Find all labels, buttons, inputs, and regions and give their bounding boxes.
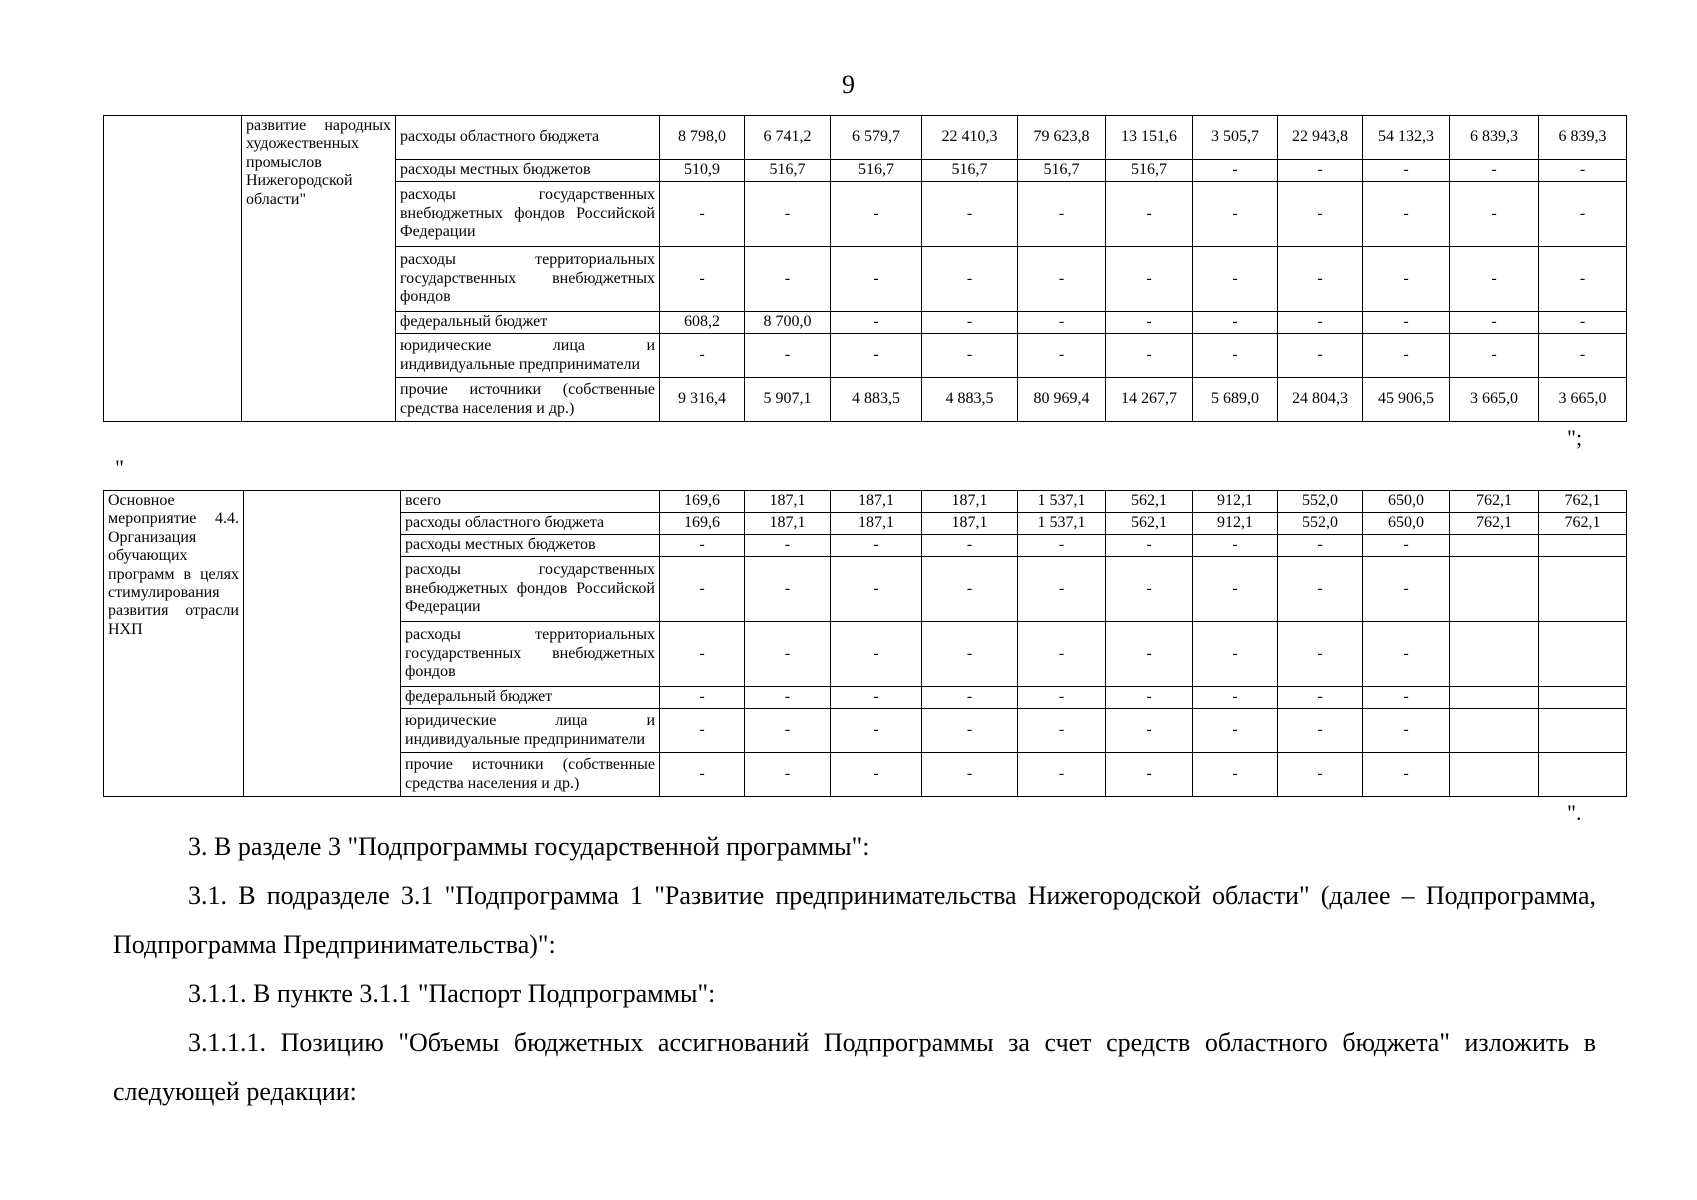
- amount-cell: -: [1106, 557, 1193, 622]
- amount-cell: -: [1106, 334, 1193, 378]
- amount-cell: 516,7: [745, 160, 831, 182]
- amount-cell: -: [1018, 182, 1106, 247]
- amount-cell: 187,1: [922, 513, 1018, 535]
- opening-quote-mark: ": [115, 455, 124, 480]
- amount-cell: -: [1450, 182, 1539, 247]
- amount-cell: -: [660, 709, 745, 753]
- amount-cell: -: [1018, 687, 1106, 709]
- amount-cell: 3 665,0: [1450, 378, 1539, 422]
- closing-quote-mark: ";: [1567, 425, 1583, 450]
- amount-cell: -: [745, 182, 831, 247]
- amount-cell: 3 665,0: [1539, 378, 1627, 422]
- amount-cell: -: [1018, 247, 1106, 312]
- amount-cell: 9 316,4: [660, 378, 745, 422]
- amount-cell: 80 969,4: [1018, 378, 1106, 422]
- amount-cell: [1450, 622, 1539, 687]
- paragraph-subsection-3-1: 3.1. В подразделе 3.1 "Подпрограмма 1 "Развитие предпринимательства Нижегородской области" (далее – Подпрограмма, Подпрограмма Предпринимательства)":: [113, 881, 1596, 959]
- amount-cell: -: [1278, 709, 1363, 753]
- table-row: [104, 116, 1627, 160]
- amount-cell: -: [1106, 535, 1193, 557]
- funding-source-label: расходы областного бюджета: [401, 513, 660, 535]
- amount-cell: -: [922, 622, 1018, 687]
- amount-cell: 14 267,7: [1106, 378, 1193, 422]
- amount-cell: [1539, 687, 1627, 709]
- amount-cell: -: [1539, 182, 1627, 247]
- amount-cell: -: [1539, 160, 1627, 182]
- amount-cell: -: [1363, 557, 1450, 622]
- amount-cell: -: [745, 687, 831, 709]
- amount-cell: -: [1539, 247, 1627, 312]
- amount-cell: 3 505,7: [1193, 116, 1278, 160]
- amount-cell: -: [831, 622, 922, 687]
- funding-table-training: [103, 490, 1627, 797]
- amount-cell: 8 798,0: [660, 116, 745, 160]
- amount-cell: 169,6: [660, 513, 745, 535]
- amount-cell: 516,7: [922, 160, 1018, 182]
- amount-cell: [1450, 753, 1539, 797]
- amount-cell: -: [745, 535, 831, 557]
- amount-cell: 169,6: [660, 491, 745, 513]
- amount-cell: -: [1018, 753, 1106, 797]
- amount-cell: 4 883,5: [922, 378, 1018, 422]
- amount-cell: 6 579,7: [831, 116, 922, 160]
- amount-cell: -: [1106, 753, 1193, 797]
- amount-cell: -: [1193, 557, 1278, 622]
- measure-name-cell: Основное мероприятие 4.4. Организация обучающих программ в целях стимулирования развития отрасли НХП: [104, 491, 244, 797]
- amount-cell: -: [1193, 334, 1278, 378]
- amount-cell: 187,1: [831, 513, 922, 535]
- amount-cell: -: [1278, 334, 1363, 378]
- amount-cell: -: [1450, 334, 1539, 378]
- amount-cell: -: [1106, 247, 1193, 312]
- amount-cell: -: [1193, 247, 1278, 312]
- funding-source-label: прочие источники (собственные средства населения и др.): [396, 378, 660, 422]
- amount-cell: -: [1018, 334, 1106, 378]
- amount-cell: 8 700,0: [745, 312, 831, 334]
- amount-cell: 762,1: [1450, 491, 1539, 513]
- amount-cell: 45 906,5: [1363, 378, 1450, 422]
- paragraph-item-3-1-1-1: 3.1.1.1. Позицию "Объемы бюджетных ассигнований Подпрограммы за счет средств областного бюджета" изложить в следующей редакции:: [113, 1028, 1596, 1106]
- amount-cell: 1 537,1: [1018, 491, 1106, 513]
- amount-cell: 1 537,1: [1018, 513, 1106, 535]
- amount-cell: -: [1193, 709, 1278, 753]
- amount-cell: -: [745, 622, 831, 687]
- amount-cell: -: [831, 535, 922, 557]
- amount-cell: -: [1106, 182, 1193, 247]
- amount-cell: -: [660, 247, 745, 312]
- amount-cell: -: [922, 334, 1018, 378]
- amount-cell: -: [1193, 622, 1278, 687]
- amount-cell: -: [1363, 535, 1450, 557]
- funding-source-label: юридические лица и индивидуальные предприниматели: [396, 334, 660, 378]
- amount-cell: -: [922, 753, 1018, 797]
- empty-cell: [104, 116, 242, 422]
- amount-cell: -: [1278, 622, 1363, 687]
- amount-cell: -: [831, 312, 922, 334]
- empty-cell: [244, 491, 401, 797]
- amount-cell: -: [1450, 160, 1539, 182]
- amount-cell: -: [1193, 182, 1278, 247]
- amount-cell: -: [1018, 535, 1106, 557]
- amount-cell: 187,1: [922, 491, 1018, 513]
- amount-cell: -: [1539, 312, 1627, 334]
- amount-cell: 13 151,6: [1106, 116, 1193, 160]
- amount-cell: 912,1: [1193, 513, 1278, 535]
- amount-cell: -: [745, 557, 831, 622]
- amount-cell: 762,1: [1450, 513, 1539, 535]
- amount-cell: 79 623,8: [1018, 116, 1106, 160]
- amount-cell: 516,7: [1106, 160, 1193, 182]
- amount-cell: -: [1193, 687, 1278, 709]
- amount-cell: -: [1278, 312, 1363, 334]
- amount-cell: [1450, 709, 1539, 753]
- amount-cell: [1450, 687, 1539, 709]
- funding-source-label: юридические лица и индивидуальные предприниматели: [401, 709, 660, 753]
- amount-cell: -: [831, 334, 922, 378]
- amount-cell: -: [831, 247, 922, 312]
- amount-cell: 912,1: [1193, 491, 1278, 513]
- amount-cell: -: [745, 247, 831, 312]
- amount-cell: 608,2: [660, 312, 745, 334]
- amount-cell: [1539, 535, 1627, 557]
- amount-cell: 650,0: [1363, 513, 1450, 535]
- amount-cell: 5 689,0: [1193, 378, 1278, 422]
- amount-cell: -: [745, 334, 831, 378]
- amount-cell: -: [1363, 160, 1450, 182]
- funding-source-label: расходы государственных внебюджетных фондов Российской Федерации: [396, 182, 660, 247]
- amount-cell: -: [1539, 334, 1627, 378]
- paragraph-item-3-1-1: 3.1.1. В пункте 3.1.1 "Паспорт Подпрограммы":: [188, 979, 716, 1008]
- amount-cell: -: [1018, 312, 1106, 334]
- amount-cell: -: [1193, 160, 1278, 182]
- amount-cell: [1539, 622, 1627, 687]
- amount-cell: -: [1278, 687, 1363, 709]
- amount-cell: -: [922, 709, 1018, 753]
- amount-cell: -: [745, 709, 831, 753]
- amount-cell: -: [831, 557, 922, 622]
- amount-cell: -: [1363, 622, 1450, 687]
- funding-source-label: расходы территориальных государственных внебюджетных фондов: [401, 622, 660, 687]
- amount-cell: -: [1106, 622, 1193, 687]
- amount-cell: [1450, 535, 1539, 557]
- amount-cell: -: [1278, 535, 1363, 557]
- amount-cell: -: [1363, 687, 1450, 709]
- funding-source-label: расходы местных бюджетов: [396, 160, 660, 182]
- funding-source-label: всего: [401, 491, 660, 513]
- amount-cell: 187,1: [745, 513, 831, 535]
- table-row: [104, 491, 1627, 513]
- amount-cell: -: [1018, 622, 1106, 687]
- amount-cell: 516,7: [1018, 160, 1106, 182]
- amount-cell: -: [1363, 709, 1450, 753]
- amount-cell: [1539, 557, 1627, 622]
- amount-cell: -: [922, 247, 1018, 312]
- amount-cell: 187,1: [831, 491, 922, 513]
- amount-cell: 54 132,3: [1363, 116, 1450, 160]
- amount-cell: -: [922, 312, 1018, 334]
- amount-cell: 22 943,8: [1278, 116, 1363, 160]
- closing-quote-mark-2: ".: [1567, 800, 1582, 825]
- amount-cell: -: [1363, 753, 1450, 797]
- amount-cell: 510,9: [660, 160, 745, 182]
- amount-cell: 4 883,5: [831, 378, 922, 422]
- amount-cell: -: [1363, 312, 1450, 334]
- page-number: 9: [842, 70, 855, 99]
- amount-cell: -: [1193, 535, 1278, 557]
- amount-cell: -: [1278, 182, 1363, 247]
- funding-source-label: федеральный бюджет: [401, 687, 660, 709]
- funding-source-label: федеральный бюджет: [396, 312, 660, 334]
- amount-cell: -: [922, 687, 1018, 709]
- amount-cell: -: [831, 709, 922, 753]
- funding-source-label: расходы территориальных государственных внебюджетных фондов: [396, 247, 660, 312]
- amount-cell: -: [1106, 709, 1193, 753]
- amount-cell: [1539, 753, 1627, 797]
- amount-cell: 22 410,3: [922, 116, 1018, 160]
- amount-cell: -: [1106, 312, 1193, 334]
- amount-cell: -: [1193, 312, 1278, 334]
- paragraph-section-3: 3. В разделе 3 "Подпрограммы государственной программы":: [188, 832, 870, 861]
- amount-cell: 562,1: [1106, 491, 1193, 513]
- amount-cell: [1539, 709, 1627, 753]
- amount-cell: -: [1018, 709, 1106, 753]
- amount-cell: 6 839,3: [1450, 116, 1539, 160]
- funding-source-label: расходы областного бюджета: [396, 116, 660, 160]
- amount-cell: -: [922, 557, 1018, 622]
- amount-cell: -: [1278, 160, 1363, 182]
- measure-name-cell: развитие народных художественных промыслов Нижегородской области": [242, 116, 396, 422]
- amount-cell: -: [1450, 247, 1539, 312]
- amount-cell: -: [831, 753, 922, 797]
- amount-cell: [1450, 557, 1539, 622]
- amount-cell: -: [922, 182, 1018, 247]
- amount-cell: -: [831, 687, 922, 709]
- amount-cell: -: [660, 334, 745, 378]
- amount-cell: -: [660, 753, 745, 797]
- amount-cell: -: [1018, 557, 1106, 622]
- amount-cell: -: [1193, 753, 1278, 797]
- funding-source-label: прочие источники (собственные средства населения и др.): [401, 753, 660, 797]
- amount-cell: 6 839,3: [1539, 116, 1627, 160]
- amount-cell: -: [831, 182, 922, 247]
- amount-cell: 562,1: [1106, 513, 1193, 535]
- amount-cell: -: [1363, 334, 1450, 378]
- amount-cell: 516,7: [831, 160, 922, 182]
- amount-cell: -: [660, 622, 745, 687]
- amount-cell: -: [1278, 247, 1363, 312]
- amount-cell: 650,0: [1363, 491, 1450, 513]
- funding-source-label: расходы местных бюджетов: [401, 535, 660, 557]
- amount-cell: -: [660, 557, 745, 622]
- amount-cell: -: [660, 687, 745, 709]
- amount-cell: -: [922, 535, 1018, 557]
- funding-source-label: расходы государственных внебюджетных фондов Российской Федерации: [401, 557, 660, 622]
- amount-cell: 24 804,3: [1278, 378, 1363, 422]
- amount-cell: -: [1363, 247, 1450, 312]
- amount-cell: -: [660, 182, 745, 247]
- amount-cell: 552,0: [1278, 513, 1363, 535]
- amount-cell: -: [1450, 312, 1539, 334]
- amount-cell: -: [1363, 182, 1450, 247]
- amount-cell: 187,1: [745, 491, 831, 513]
- amount-cell: 6 741,2: [745, 116, 831, 160]
- amount-cell: 762,1: [1539, 491, 1627, 513]
- funding-table-crafts: [103, 115, 1627, 422]
- amount-cell: 5 907,1: [745, 378, 831, 422]
- amount-cell: 762,1: [1539, 513, 1627, 535]
- amount-cell: -: [660, 535, 745, 557]
- amount-cell: -: [1278, 557, 1363, 622]
- amount-cell: -: [1106, 687, 1193, 709]
- amount-cell: -: [745, 753, 831, 797]
- amount-cell: -: [1278, 753, 1363, 797]
- amount-cell: 552,0: [1278, 491, 1363, 513]
